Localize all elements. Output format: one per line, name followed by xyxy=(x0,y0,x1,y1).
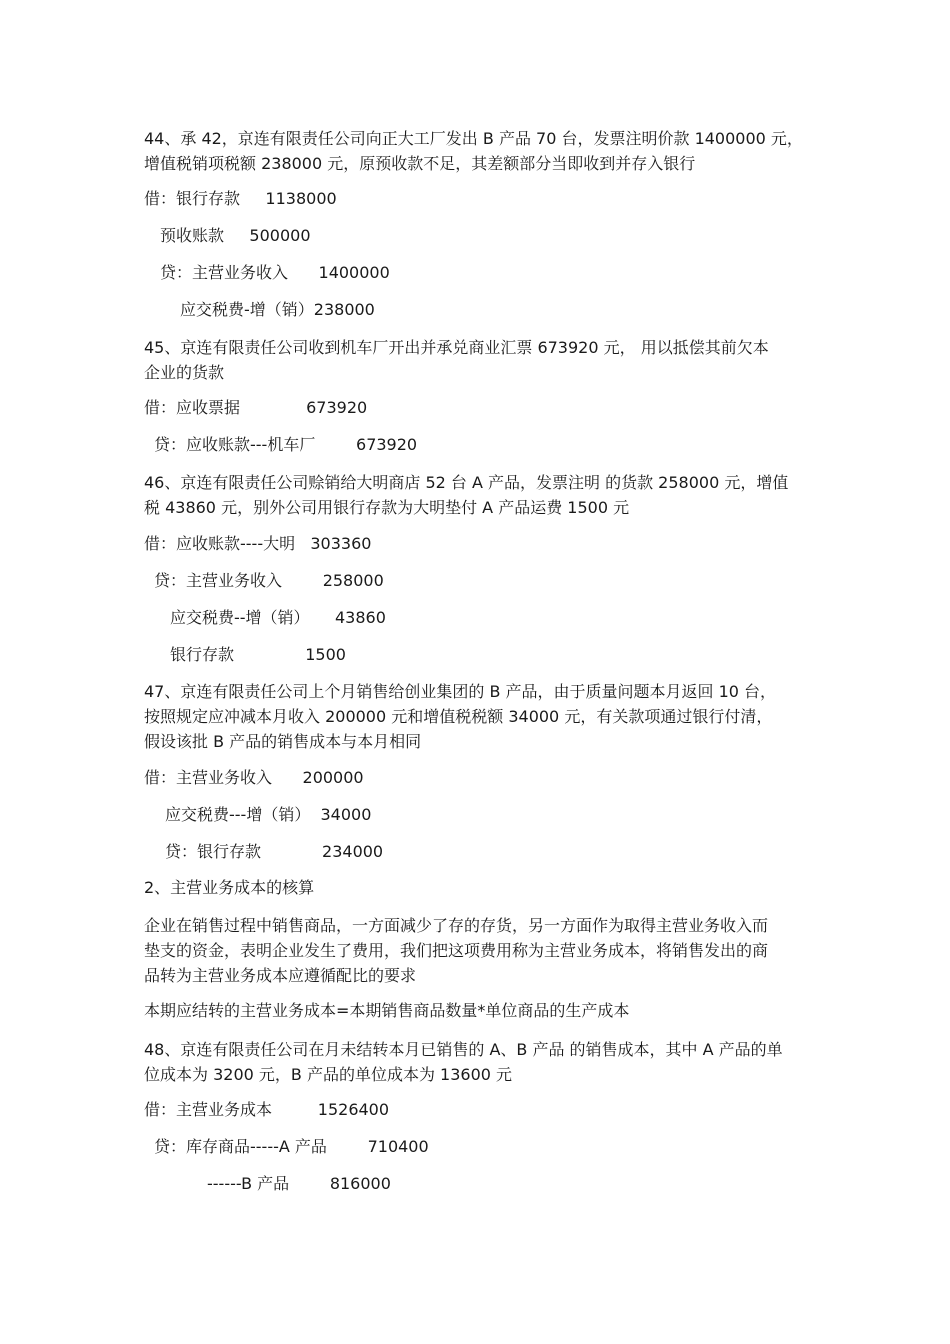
entry-47-description: 47、京连有限责任公司上个月销售给创业集团的 B 产品，由于质量问题本月返回 10 台， 按照规定应冲减本月收入 200000 元和增值税税额 34000 元，有关款项通过银行付清， 假设该批 B 产品的销售成本与本月相同 xyxy=(144,682,777,751)
entry-45-description: 45、京连有限责任公司收到机车厂开出并承兑商业汇票 673920 元， 用以抵偿其前欠本 企业的货款 xyxy=(144,338,769,382)
entry-48-credit-a: 贷：库存商品-----A 产品 710400 xyxy=(154,1137,429,1156)
entry-45-credit: 贷：应收账款---机车厂 673920 xyxy=(154,435,418,454)
entry-44-credit-tax: 应交税费-增（销）238000 xyxy=(180,300,375,319)
entry-45-debit: 借：应收票据 673920 xyxy=(144,398,368,417)
entry-47-debit-revenue: 借：主营业务收入 200000 xyxy=(144,768,364,787)
entry-48-credit-b: ------B 产品 816000 xyxy=(207,1174,391,1193)
entry-48-description: 48、京连有限责任公司在月未结转本月已销售的 A、B 产品 的销售成本，其中 A 产品的单 位成本为 3200 元，B 产品的单位成本为 13600 元 xyxy=(144,1040,783,1084)
entry-46-credit-bank: 银行存款 1500 xyxy=(170,645,346,664)
entry-44-debit-bank: 借：银行存款 1138000 xyxy=(144,189,337,208)
entry-46-description: 46、京连有限责任公司赊销给大明商店 52 台 A 产品，发票注明 的货款 258000 元，增值 税 43860 元，别外公司用银行存款为大明垫付 A 产品运费 1500 元 xyxy=(144,473,789,517)
entry-46-credit-tax: 应交税费--增（销） 43860 xyxy=(170,608,386,627)
entry-48-debit: 借：主营业务成本 1526400 xyxy=(144,1100,390,1119)
entry-47-debit-tax: 应交税费---增（销） 34000 xyxy=(165,805,372,824)
cost-explanation: 企业在销售过程中销售商品，一方面减少了存的存货，另一方面作为取得主营业务收入而 垫支的资金，表明企业发生了费用，我们把这项费用称为主营业务成本，将销售发出的商 品转为主营业务成本应遵循配比的要求 xyxy=(144,916,769,985)
entry-46-debit: 借：应收账款----大明 303360 xyxy=(144,534,372,553)
cost-formula: 本期应结转的主营业务成本=本期销售商品数量*单位商品的生产成本 xyxy=(144,1001,630,1020)
entry-44-description: 44、承 42，京连有限责任公司向正大工厂发出 B 产品 70 台，发票注明价款 1400000 元， 增值税销项税额 238000 元，原预收款不足，其差额部分当即收到并存入银行 xyxy=(144,129,803,173)
section-heading: 2、主营业务成本的核算 xyxy=(144,878,315,897)
entry-46-credit-revenue: 贷：主营业务收入 258000 xyxy=(154,571,384,590)
entry-47-credit-bank: 贷：银行存款 234000 xyxy=(165,842,384,861)
entry-44-debit-advance: 预收账款 500000 xyxy=(160,226,311,245)
entry-44-credit-revenue: 贷：主营业务收入 1400000 xyxy=(160,263,390,282)
